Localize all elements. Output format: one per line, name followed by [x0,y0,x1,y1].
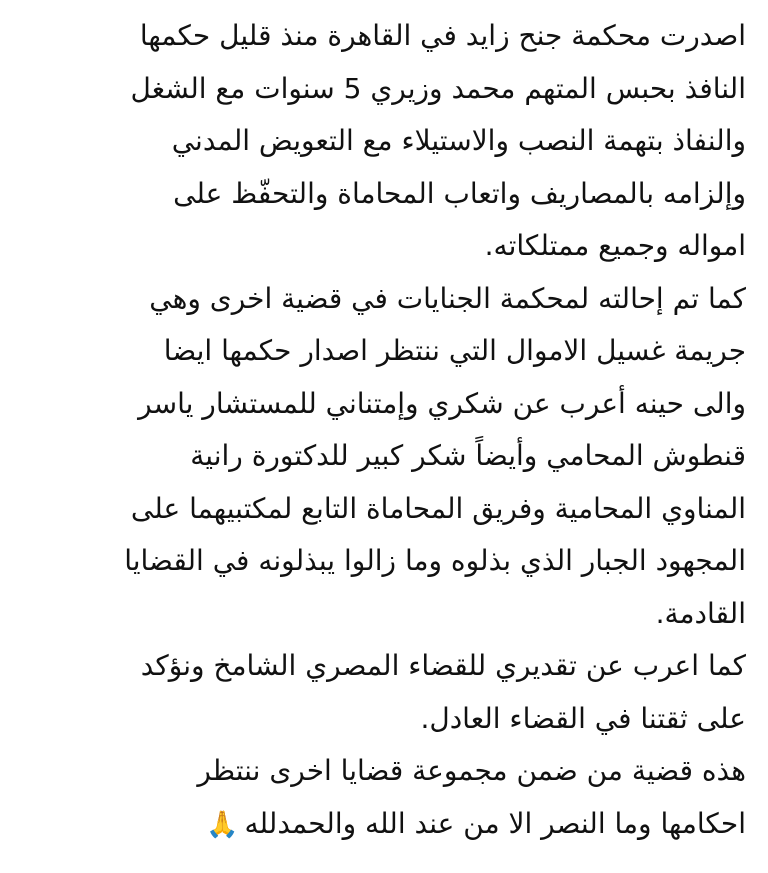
post-line: القادمة. [655,596,746,630]
post-line: كما تم إحالته لمحكمة الجنايات في قضية اخرى وهي [149,281,746,315]
post-line: جريمة غسيل الاموال التي ننتظر اصدار حكمها ايضا [163,334,746,367]
post-line: النافذ بحبس المتهم محمد وزيري 5 سنوات مع الشغل [130,71,746,105]
post-line: وإلزامه بالمصاريف واتعاب المحاماة والتحفّظ على [173,176,746,210]
post-line: على ثقتنا في القضاء العادل. [420,701,746,735]
post-line: والى حينه أعرب عن شكري وإمتناني للمستشار ياسر [138,386,746,420]
post-line: اصدرت محكمة جنح زايد في القاهرة منذ قليل حكمها [139,19,746,52]
folded-hands-icon: 🙏 [206,809,239,840]
post-line-text: احكامها وما النصر الا من عند الله والحمدلله [244,806,746,840]
post-line: والنفاذ بتهمة النصب والاستيلاء مع التعويض المدني [171,124,746,157]
post-line: كما اعرب عن تقديري للقضاء المصري الشامخ ونؤكد [140,649,746,682]
post-last-line [22,798,746,851]
post-line: امواله وجميع ممتلكاته. [484,229,746,262]
post-line: المجهود الجبار الذي بذلوه وما زالوا يبذلونه في القضايا [124,544,746,577]
post-line: قنطوش المحامي وأيضاً شكر كبير للدكتورة رانية [190,439,746,472]
post-line: المناوي المحامية وفريق المحاماة التابع لمكتبيهما على [130,491,746,525]
post-line: هذه قضية من ضمن مجموعة قضايا اخرى ننتظر [197,754,746,787]
